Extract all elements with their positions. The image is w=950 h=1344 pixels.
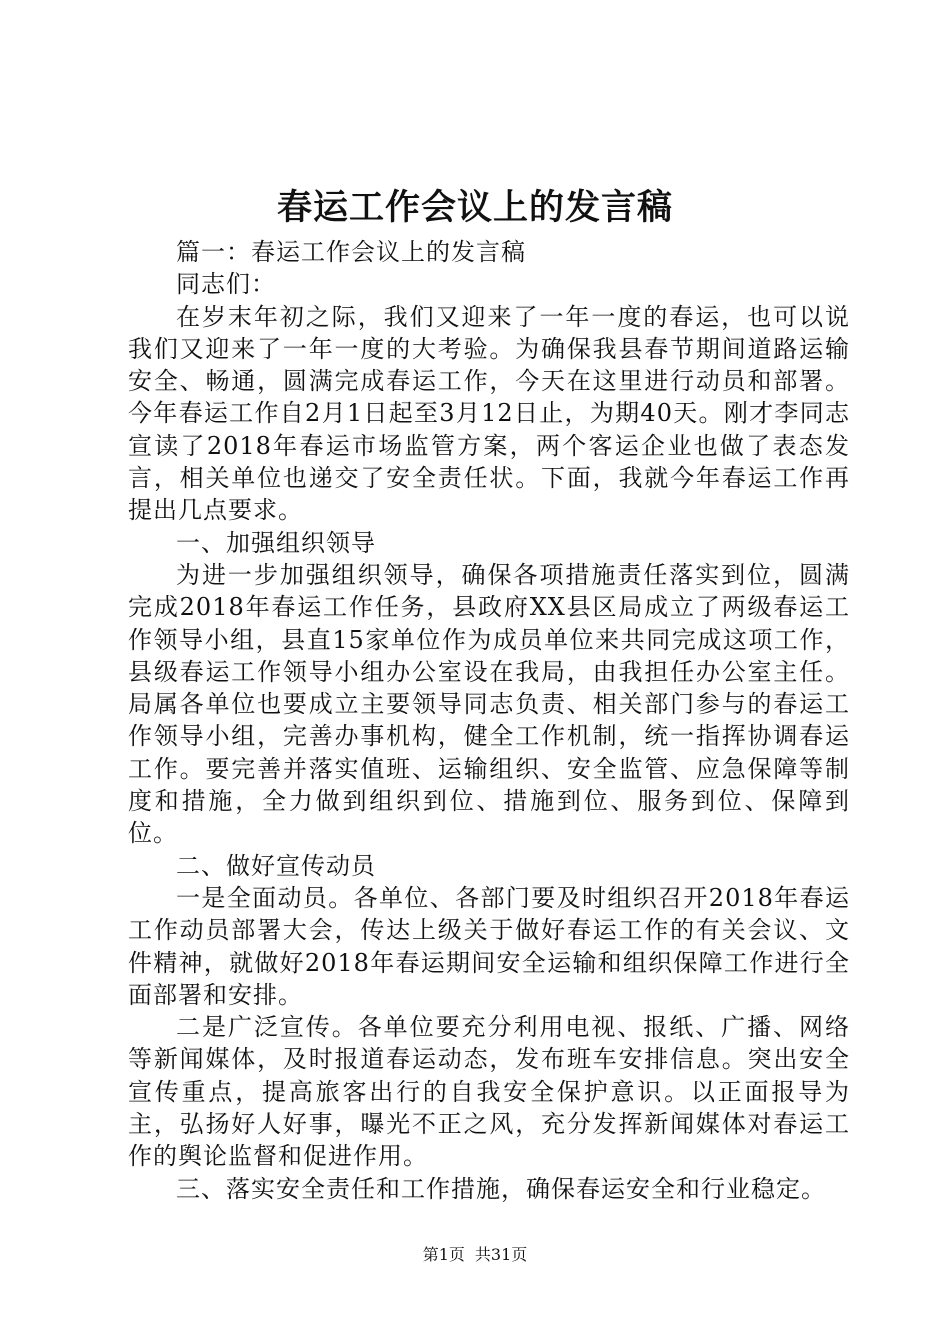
- document-body: [128, 236, 850, 1205]
- paragraph-introduction: 在岁末年初之际，我们又迎来了一年一度的春运，也可以说我们又迎来了一年一度的大考验。为确保我县春节期间道路运输安全、畅通，圆满完成春运工作，今天在这里进行动员和部署。今年春运工作自2月1日起至3月12日止，为期40天。刚才李同志宣读了2018年春运市场监管方案，两个客运企业也做了表态发言，相关单位也递交了安全责任状。下面，我就今年春运工作再提出几点要求。: [128, 302, 850, 525]
- page-number: 第1页: [422, 1245, 465, 1264]
- page-total: 共31页: [474, 1245, 528, 1264]
- page-footer: [0, 1245, 950, 1265]
- paragraph-salutation: 同志们：: [176, 270, 276, 299]
- section-heading-publicity: 二、做好宣传动员: [176, 851, 376, 880]
- section-heading-safety: 三、落实安全责任和工作措施，确保春运安全和行业稳定。: [176, 1174, 826, 1203]
- document-title: 春运工作会议上的发言稿: [276, 187, 673, 228]
- paragraph-organization: 为进一步加强组织领导，确保各项措施责任落实到位，圆满完成2018年春运工作任务，县政府XX县区局成立了两级春运工作领导小组，县直15家单位作为成员单位来共同完成这项工作，县级春运工作领导小组办公室设在我局，由我担任办公室主任。局属各单位也要成立主要领导同志负责、相关部门参与的春运工作领导小组，完善办事机构，健全工作机制，统一指挥协调春运工作。要完善并落实值班、运输组织、安全监管、应急保障等制度和措施，全力做到组织到位、措施到位、服务到位、保障到位。: [128, 560, 850, 848]
- paragraph-mobilization: 一是全面动员。各单位、各部门要及时组织召开2018年春运工作动员部署大会，传达上级关于做好春运工作的有关会议、文件精神，就做好2018年春运期间安全运输和组织保障工作进行全面部署和安排。: [128, 883, 850, 1009]
- paragraph-heading-piece-one: 篇一：春运工作会议上的发言稿: [176, 238, 526, 266]
- section-heading-organization: 一、加强组织领导: [176, 528, 376, 557]
- paragraph-publicity: 二是广泛宣传。各单位要充分利用电视、报纸、广播、网络等新闻媒体，及时报道春运动态，发布班车安排信息。突出安全宣传重点，提高旅客出行的自我安全保护意识。以正面报导为主，弘扬好人好事，曝光不正之风，充分发挥新闻媒体对春运工作的舆论监督和促进作用。: [128, 1013, 850, 1171]
